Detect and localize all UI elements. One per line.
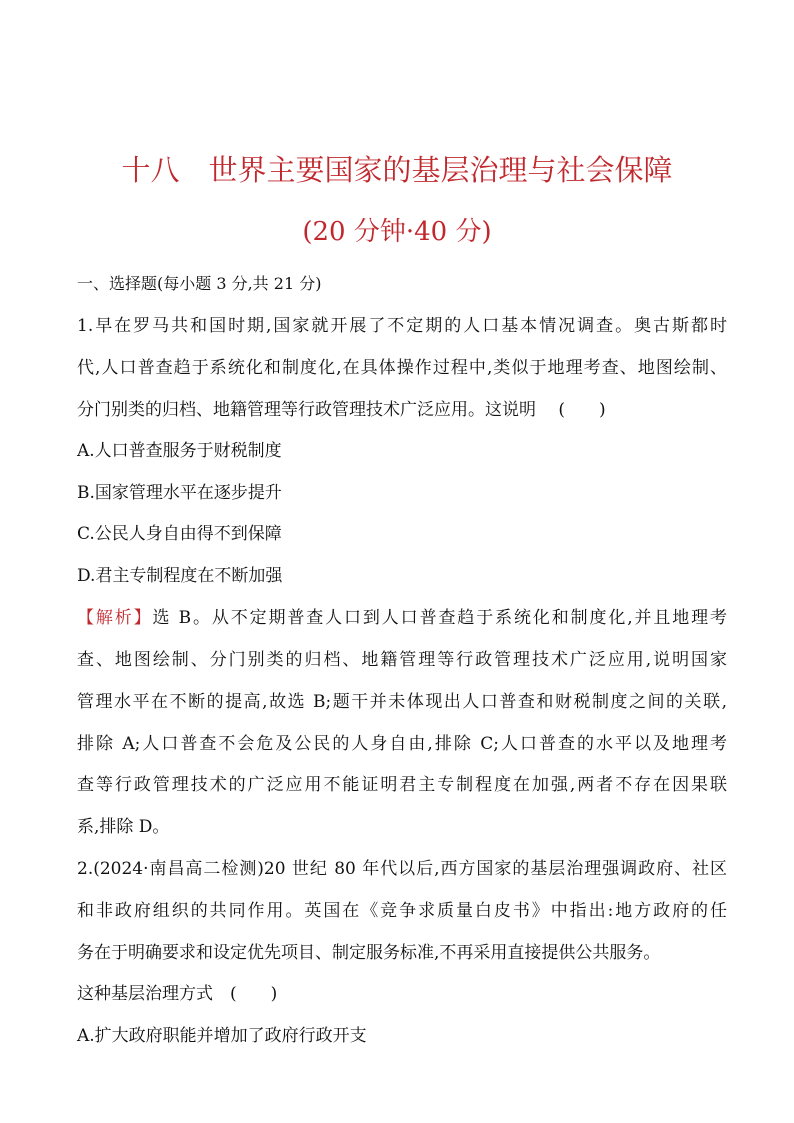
q2-stem-line: 2.(2024·南昌高二检测)20 世纪 80 年代以后,西方国家的基层治理强调政府、社区 <box>77 859 727 879</box>
q1-stem-line: 分门别类的归档、地籍管理等行政管理技术广泛应用。这说明 ( ) <box>77 400 606 420</box>
q2-stem-line: 这种基层治理方式 ( ) <box>77 984 278 1004</box>
q1-analysis-line: 管理水平在不断的提高,故选 B;题干并未体现出人口普查和财税制度之间的关联, <box>77 692 727 712</box>
q1-analysis-line: 系,排除 D。 <box>77 817 170 837</box>
q1-analysis-line: 查、地图绘制、分门别类的归档、地籍管理等行政管理技术广泛应用,说明国家 <box>77 650 727 670</box>
q1-stem-line: 代,人口普查趋于系统化和制度化,在具体操作过程中,类似于地理考查、地图绘制、 <box>77 358 727 378</box>
q1-option-a: A.人口普查服务于财税制度 <box>77 441 282 461</box>
q2-stem-line: 和非政府组织的共同作用。英国在《竞争求质量白皮书》中指出:地方政府的任 <box>77 901 727 921</box>
q1-option-b: B.国家管理水平在逐步提升 <box>77 483 282 503</box>
page-subtitle: (20 分钟·40 分) <box>302 217 492 247</box>
q1-analysis-line <box>77 606 727 630</box>
q1-option-d: D.君主专制程度在不断加强 <box>77 566 283 586</box>
q1-analysis-line: 排除 A;人口普查不会危及公民的人身自由,排除 C;人口普查的水平以及地理考 <box>77 734 727 754</box>
section-heading: 一、选择题(每小题 3 分,共 21 分) <box>77 274 322 293</box>
q2-option-a: A.扩大政府职能并增加了政府行政开支 <box>77 1026 367 1046</box>
q2-stem-line: 务在于明确要求和设定优先项目、制定服务标准,不再采用直接提供公共服务。 <box>77 943 661 963</box>
q1-option-c: C.公民人身自由得不到保障 <box>77 524 282 544</box>
analysis-tag: 【解析】 <box>77 608 153 628</box>
page-title: 十八 世界主要国家的基层治理与社会保障 <box>121 153 673 187</box>
analysis-text: 选 B。从不定期普查人口到人口普查趋于系统化和制度化,并且地理考 <box>152 608 727 628</box>
q1-stem-line: 1.早在罗马共和国时期,国家就开展了不定期的人口基本情况调查。奥古斯都时 <box>77 316 727 336</box>
q1-analysis-line: 查等行政管理技术的广泛应用不能证明君主专制程度在加强,两者不存在因果联 <box>77 775 727 795</box>
